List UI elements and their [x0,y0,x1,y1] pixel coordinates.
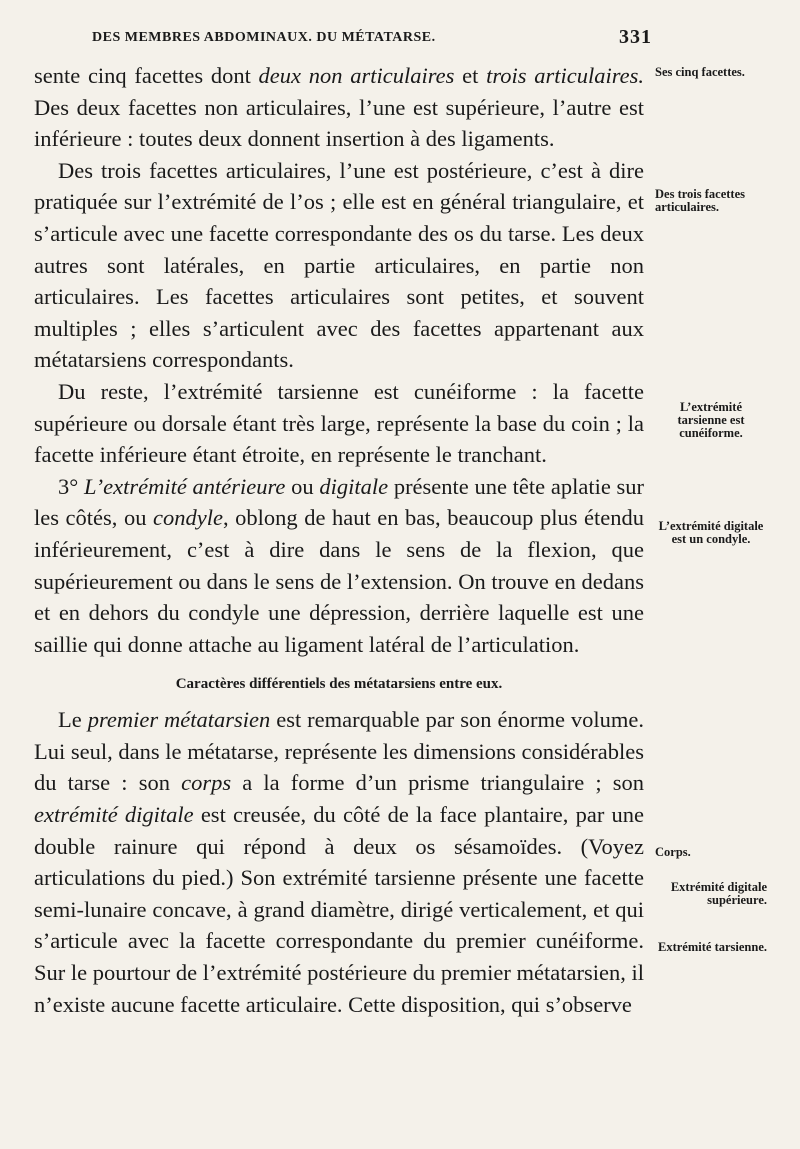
margin-note-condyle: L’extrémité digitale est un condyle. [658,519,764,546]
page-number: 331 [619,26,652,48]
paragraph-group-1 [34,60,644,660]
margin-note-corps: Corps. [655,845,691,859]
running-title: DES MEMBRES ABDOMINAUX. DU MÉTATARSE. [92,30,436,45]
paragraph-group-2 [34,704,644,1020]
paragraph-3: Du reste, l’extrémité tarsienne est cunéiforme : la facette supérieure ou dorsale étant très large, représente la base du coin ; la facette inférieure étant étroite, en représente le tranchant. [34,378,644,468]
paragraph-4: 3° L’extrémité antérieure ou digitale présente une tête aplatie sur les côtés, ou condyle, oblong de haut en bas, beaucoup plus étendu inférieurement, c’est à dire dans le sens de la flexion, que supérieurement ou dans le sens de l’extension. On trouve en dedans et en dehors du condyle une dépression, derrière laquelle est une saillie qui donne attache au ligament latéral de l’articulation. [34,473,645,657]
section-subheading: Caractères différentiels des métatarsiens entre eux. [175,676,503,693]
margin-note-facettes: Ses cinq facettes. [655,65,745,79]
margin-note-extremite-digitale: Extrémité digitale supérieure. [670,880,767,907]
margin-note-facettes-articulaires: Des trois facettes articulaires. [655,187,746,214]
paragraph-b-1: Le premier métatarsien est remarquable par son énorme volume. Lui seul, dans le métatarse, représente les dimensions considérables du tarse : son corps a la forme d’un prisme triangulaire ; son extrémité digitale est creusée, du côté de la face plantaire, par une double rainure qui répond à deux os sésamoïdes. (Voyez articulations du pied.) Son extrémité tarsienne présente une facette semi-lunaire concave, à grand diamètre, dirigé verticalement, et qui s’articule avec la facette correspondante du premier cunéiforme. Sur le pourtour de l’extrémité postérieure du premier métatarsien, il n’existe aucune facette articulaire. Cette disposition, qui s’observe [34,707,644,1017]
margin-note-cuneiforme: L’extrémité tarsienne est cunéiforme. [677,400,745,440]
margin-note-extremite-tarsienne: Extrémité tarsienne. [658,940,767,954]
running-head [92,26,652,49]
paragraph-2: Des trois facettes articulaires, l’une est postérieure, c’est à dire pratiquée sur l’extrémité de l’os ; elle est en général triangulaire, et s’articule avec une facette correspondante des os du tarse. Les deux autres sont latérales, en partie articulaires, en partie non articulaires. Les facettes articulaires sont petites, et souvent multiples ; elles s’articulent avec des facettes appartenant aux métatarsiens correspondants. [34,157,644,373]
paragraph-1: sente cinq facettes dont deux non articulaires et trois articulaires. Des deux facettes non articulaires, l’une est supérieure, l’autre est inférieure : toutes deux donnent insertion à des ligaments. [34,63,644,152]
body-text [34,60,644,1020]
